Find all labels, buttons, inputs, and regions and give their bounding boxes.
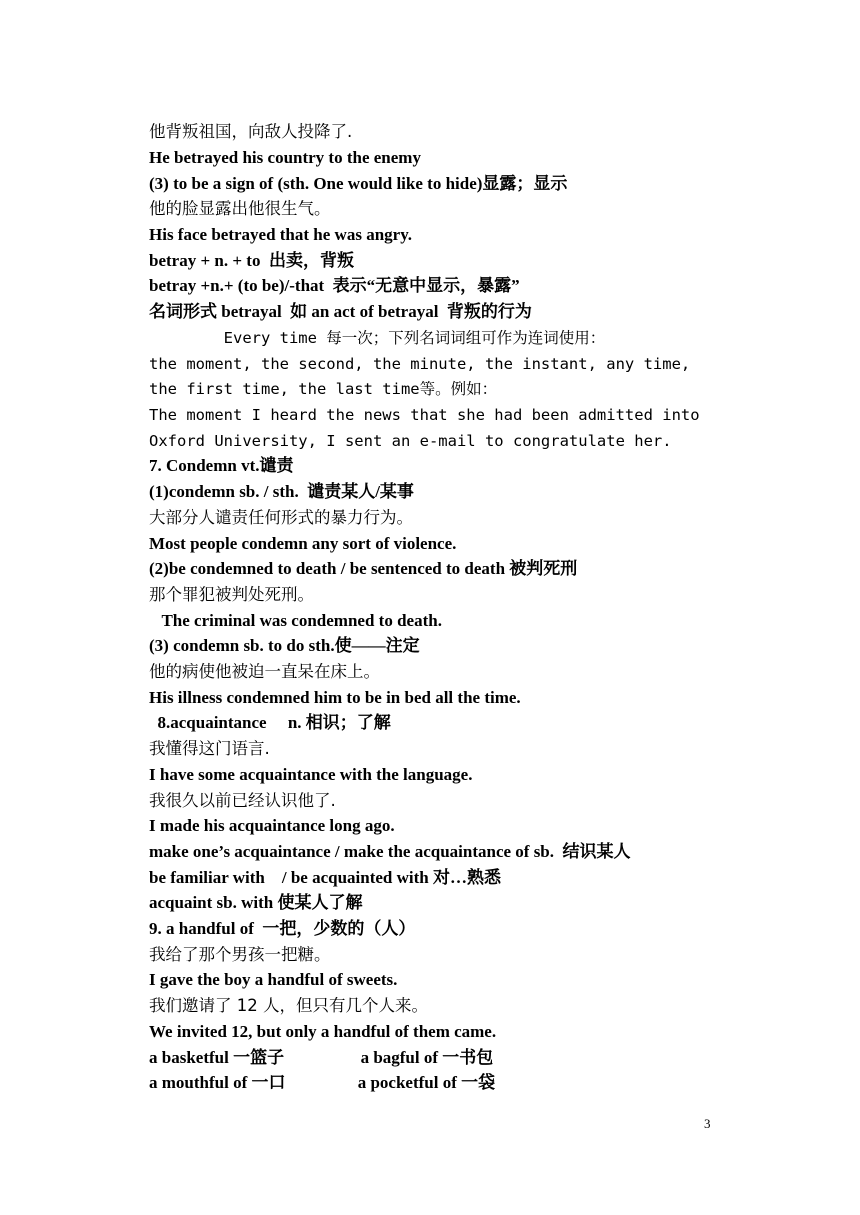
text-line: The moment I heard the news that she had been admitted into [149, 406, 700, 424]
text-line: (2)be condemned to death / be sentenced to death 被判死刑 [149, 559, 578, 578]
text-line: the moment, the second, the minute, the instant, any time, [149, 355, 691, 373]
text-line: be familiar with / be acquainted with 对…熟悉 [149, 868, 501, 887]
text-line: Oxford University, I sent an e-mail to congratulate her. [149, 432, 672, 450]
text-line: (3) condemn sb. to do sth.使——注定 [149, 636, 420, 655]
section-heading: 8.acquaintance n. 相识；了解 [149, 713, 391, 732]
text-line: 我懂得这门语言. [149, 739, 270, 758]
text-line: I gave the boy a handful of sweets. [149, 970, 398, 989]
text-line: make one’s acquaintance / make the acquaintance of sb. 结识某人 [149, 842, 631, 861]
text-line: betray +n.+ (to be)/-that 表示“无意中显示，暴露” [149, 276, 520, 295]
text-line: 我很久以前已经认识他了. [149, 791, 336, 810]
text-line: 那个罪犯被判处死刑。 [149, 585, 314, 604]
section-heading: 7. Condemn vt.谴责 [149, 456, 294, 475]
text-line: (1)condemn sb. / sth. 谴责某人/某事 [149, 482, 414, 501]
text-line: acquaint sb. with 使某人了解 [149, 893, 363, 912]
text-line: (3) to be a sign of (sth. One would like to hide)显露；显示 [149, 174, 568, 193]
text-line: His face betrayed that he was angry. [149, 225, 413, 244]
text-line: 我们邀请了 12 人，但只有几个人来。 [149, 996, 428, 1015]
text-line: 他背叛祖国，向敌人投降了. [149, 122, 353, 141]
page-number: 3 [704, 1116, 711, 1131]
text-line: Every time 每一次；下列名词词组可作为连词使用： [149, 329, 606, 347]
text-line: 他的脸显露出他很生气。 [149, 199, 331, 218]
text-line: The criminal was condemned to death. [149, 611, 442, 630]
text-line: betray + n. + to 出卖，背叛 [149, 251, 354, 270]
text-line: 大部分人谴责任何形式的暴力行为。 [149, 508, 413, 527]
text-line: I made his acquaintance long ago. [149, 816, 395, 835]
section-heading: 9. a handful of 一把，少数的（人） [149, 919, 416, 938]
text-line: 我给了那个男孩一把糖。 [149, 945, 331, 964]
text-line: the first time, the last time等。例如： [149, 380, 498, 398]
text-line: Most people condemn any sort of violence. [149, 534, 457, 553]
text-line: We invited 12, but only a handful of them came. [149, 1022, 497, 1041]
text-line: His illness condemned him to be in bed all the time. [149, 688, 521, 707]
text-line: a basketful 一篮子 a bagful of 一书包 [149, 1048, 494, 1067]
text-line: 他的病使他被迫一直呆在床上。 [149, 662, 380, 681]
text-line: I have some acquaintance with the language. [149, 765, 473, 784]
text-line: He betrayed his country to the enemy [149, 148, 421, 167]
text-line: a mouthful of 一口 a pocketful of 一袋 [149, 1073, 496, 1092]
text-line: 名词形式 betrayal 如 an act of betrayal 背叛的行为 [149, 302, 532, 321]
